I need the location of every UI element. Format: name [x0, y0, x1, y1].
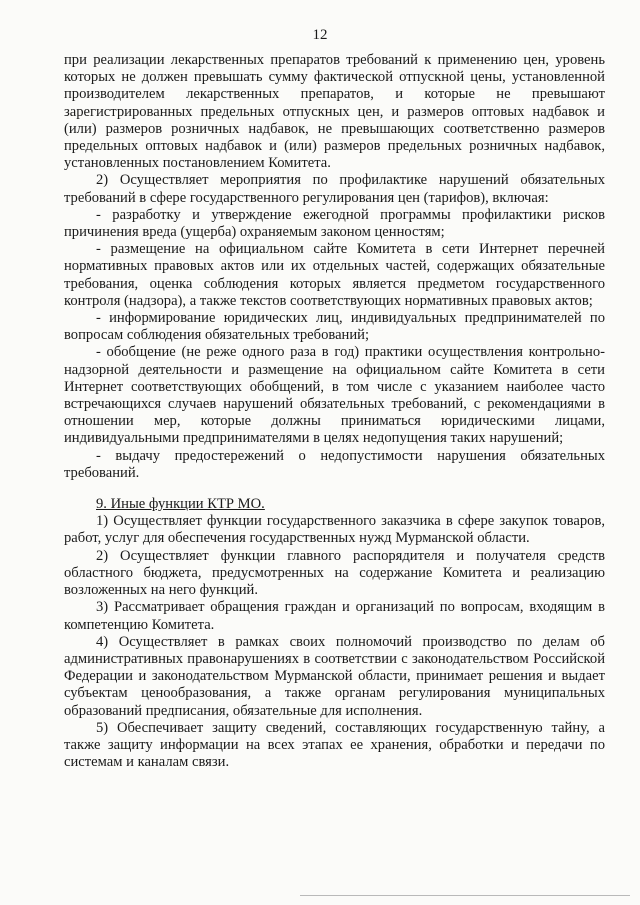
section-item: 3) Рассматривает обращения граждан и организаций по вопросам, входящим в компетенцию Комитета.	[64, 599, 605, 633]
section-item: 5) Обеспечивает защиту сведений, составляющих государственную тайну, а также защиту информации на всех этапах ее хранения, обработки и передачи по системам и каналам связи.	[64, 719, 605, 771]
page-number: 12	[312, 27, 328, 43]
paragraph-prophylaxis: 2) Осуществляет мероприятия по профилактике нарушений обязательных требований в сфере государственного регулирования цен (тарифов), включая:	[64, 172, 605, 206]
document-body	[64, 52, 605, 771]
list-item: - выдачу предостережений о недопустимости нарушения обязательных требований.	[64, 447, 605, 481]
list-item: - обобщение (не реже одного раза в год) практики осуществления контрольно-надзорной деятельности и размещение на официальном сайте Комитета в сети Интернет соответствующих обобщений, в том числе с указанием наиболее часто встречающихся случаев нарушений обязательных требований, с рекомендациями в отношении мер, которые должны приниматься юридическими лицами, индивидуальными предпринимателями в целях недопущения таких нарушений;	[64, 344, 605, 447]
section-item: 1) Осуществляет функции государственного заказчика в сфере закупок товаров, работ, услуг для обеспечения государственных нужд Мурманской области.	[64, 513, 605, 547]
list-item: - размещение на официальном сайте Комитета в сети Интернет перечней нормативных правовых актов или их отдельных частей, содержащих обязательные требования, оценка соблюдения которых является предметом государственного контроля (надзора), а также текстов соответствующих нормативных правовых актов;	[64, 241, 605, 309]
section-title-text: 9. Иные функции КТР МО.	[96, 496, 265, 513]
list-item: - разработку и утверждение ежегодной программы профилактики рисков причинения вреда (ущерба) охраняемым законом ценностям;	[64, 206, 605, 241]
paragraph-continuation: при реализации лекарственных препаратов требований к применению цен, уровень которых не должен превышать сумму фактической отпускной цены, установленной производителем лекарственных препаратов, и которые не превышают зарегистрированных предельных отпускных цен, и размеров оптовых надбавок и (или) размеров розничных надбавок, не превышающих соответственно размеров предельных оптовых надбавок и (или) размеров предельных розничных надбавок, установленных постановлением Комитета.	[64, 52, 605, 172]
section-item: 4) Осуществляет в рамках своих полномочий производство по делам об административных правонарушениях в соответствии с законодательством Российской Федерации и законодательством Мурманской области, принимает решения и выдает субъектам ценообразования, а также органам регулирования муниципальных образований предписания, обязательные для исполнения.	[64, 633, 605, 719]
section-item: 2) Осуществляет функции главного распорядителя и получателя средств областного бюджета, предусмотренных на содержание Комитета и реализацию возложенных на него функций.	[64, 547, 605, 599]
list-item: - информирование юридических лиц, индивидуальных предпринимателей по вопросам соблюдения обязательных требований;	[64, 310, 605, 344]
scan-edge-line	[300, 895, 630, 896]
section-title	[64, 496, 605, 513]
